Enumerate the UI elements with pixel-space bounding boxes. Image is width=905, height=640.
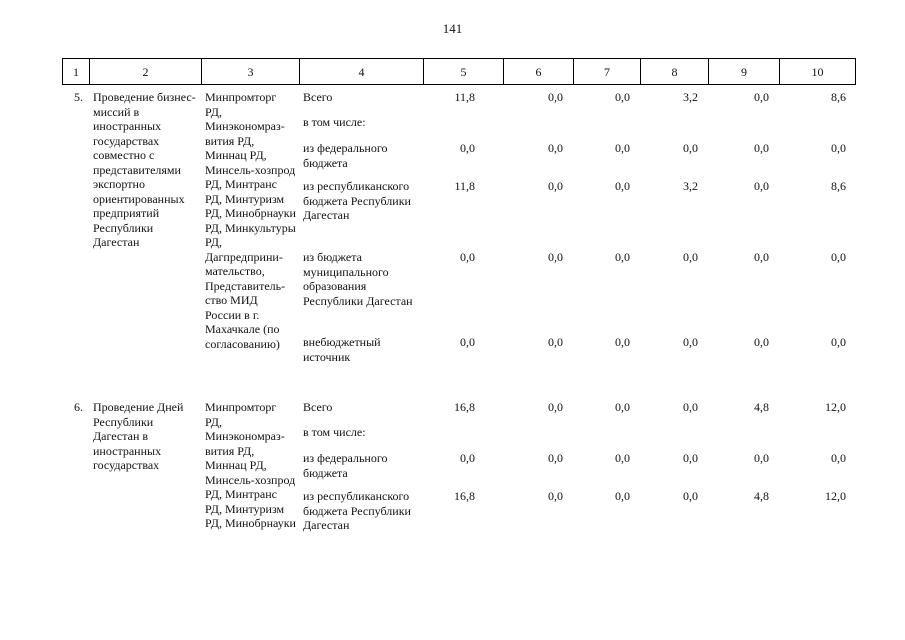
col-header-5: 5: [423, 58, 503, 85]
value-cell: 0,0: [831, 141, 846, 155]
value-column: [503, 395, 573, 555]
value-cell: 0,0: [754, 451, 769, 465]
program-table: [62, 58, 856, 555]
value-cell: 0,0: [683, 489, 698, 503]
value-cell: 0,0: [548, 179, 563, 193]
col-header-9: 9: [708, 58, 779, 85]
value-column: [573, 395, 640, 555]
value-cell: 0,0: [683, 250, 698, 264]
value-cell: 8,6: [831, 179, 846, 193]
value-cell: 8,6: [831, 90, 846, 104]
col-header-4: 4: [299, 58, 423, 85]
value-cell: 0,0: [615, 335, 630, 349]
value-cell: 0,0: [548, 141, 563, 155]
value-cell: 12,0: [825, 400, 846, 414]
funding-sources: [299, 85, 423, 395]
value-cell: 0,0: [615, 400, 630, 414]
funding-source: Всего: [303, 400, 333, 414]
funding-source: Всего: [303, 90, 333, 104]
value-cell: 0,0: [754, 250, 769, 264]
value-cell: 0,0: [548, 400, 563, 414]
value-cell: 0,0: [683, 335, 698, 349]
value-cell: 0,0: [615, 489, 630, 503]
value-cell: 0,0: [615, 141, 630, 155]
value-cell: 0,0: [831, 451, 846, 465]
page-number: 141: [442, 21, 463, 36]
col-header-8: 8: [640, 58, 708, 85]
col-header-10: 10: [779, 58, 856, 85]
funding-source: внебюджетный источник: [303, 335, 381, 364]
funding-source: из республиканского бюджета Республики Дагестан: [303, 489, 411, 532]
value-cell: 11,8: [454, 179, 475, 193]
value-column: [573, 85, 640, 395]
col-header-1: 1: [62, 58, 89, 85]
value-cell: 12,0: [825, 489, 846, 503]
funding-source: из федерального бюджета: [303, 141, 388, 170]
row-number: 6.: [74, 400, 83, 414]
value-column: [708, 395, 779, 555]
value-cell: 0,0: [831, 335, 846, 349]
value-column: [503, 85, 573, 395]
value-column: [423, 85, 503, 395]
value-cell: 16,8: [454, 489, 475, 503]
value-cell: 11,8: [454, 90, 475, 104]
value-column: [708, 85, 779, 395]
value-cell: 0,0: [683, 141, 698, 155]
col-header-6: 6: [503, 58, 573, 85]
value-cell: 4,8: [754, 400, 769, 414]
col-header-2: 2: [89, 58, 201, 85]
value-cell: 0,0: [615, 90, 630, 104]
event-name: Проведение бизнес-миссий в иностранных государствах совместно с представителями экспортно ориентированных предприятий Республики Дагестан: [93, 90, 196, 249]
value-cell: 0,0: [548, 250, 563, 264]
value-column: [640, 85, 708, 395]
event-name: Проведение Дней Республики Дагестан в иностранных государствах: [93, 400, 184, 472]
row-number: 5.: [74, 90, 83, 104]
funding-sources: [299, 395, 423, 555]
funding-source: из республиканского бюджета Республики Дагестан: [303, 179, 411, 222]
value-cell: 0,0: [615, 179, 630, 193]
funding-source: из федерального бюджета: [303, 451, 388, 480]
value-cell: 0,0: [548, 90, 563, 104]
value-cell: 0,0: [754, 179, 769, 193]
funding-source: в том числе:: [303, 425, 366, 439]
value-column: [779, 395, 856, 555]
value-column: [779, 85, 856, 395]
value-cell: 0,0: [683, 400, 698, 414]
value-cell: 0,0: [460, 141, 475, 155]
value-cell: 0,0: [548, 451, 563, 465]
value-cell: 0,0: [683, 451, 698, 465]
value-cell: 3,2: [683, 90, 698, 104]
value-cell: 0,0: [548, 335, 563, 349]
executors: Минпромторг РД, Минэкономраз-вития РД, Миннац РД, Минсель-хозпрод РД, Минтранс РД, Минтуризм РД, Минобрнауки: [205, 400, 296, 530]
col-header-7: 7: [573, 58, 640, 85]
value-cell: 0,0: [754, 90, 769, 104]
funding-source: из бюджета муниципального образования Республики Дагестан: [303, 250, 413, 308]
value-cell: 0,0: [615, 250, 630, 264]
value-cell: 0,0: [831, 250, 846, 264]
value-column: [640, 395, 708, 555]
executors: Минпромторг РД, Минэкономраз-вития РД, Миннац РД, Минсель-хозпрод РД, Минтранс РД, Минтуризм РД, Минобрнауки РД, Минкультуры РД, Дагпредприни-мательство, Представитель-ство МИД России в г. Махачкале (по согласованию): [205, 90, 296, 351]
value-cell: 0,0: [460, 335, 475, 349]
value-cell: 4,8: [754, 489, 769, 503]
value-cell: 0,0: [460, 250, 475, 264]
col-header-3: 3: [201, 58, 299, 85]
value-cell: 0,0: [615, 451, 630, 465]
value-cell: 16,8: [454, 400, 475, 414]
value-cell: 3,2: [683, 179, 698, 193]
value-cell: 0,0: [460, 451, 475, 465]
value-cell: 0,0: [754, 141, 769, 155]
value-cell: 0,0: [548, 489, 563, 503]
funding-source: в том числе:: [303, 115, 366, 129]
value-column: [423, 395, 503, 555]
value-cell: 0,0: [754, 335, 769, 349]
